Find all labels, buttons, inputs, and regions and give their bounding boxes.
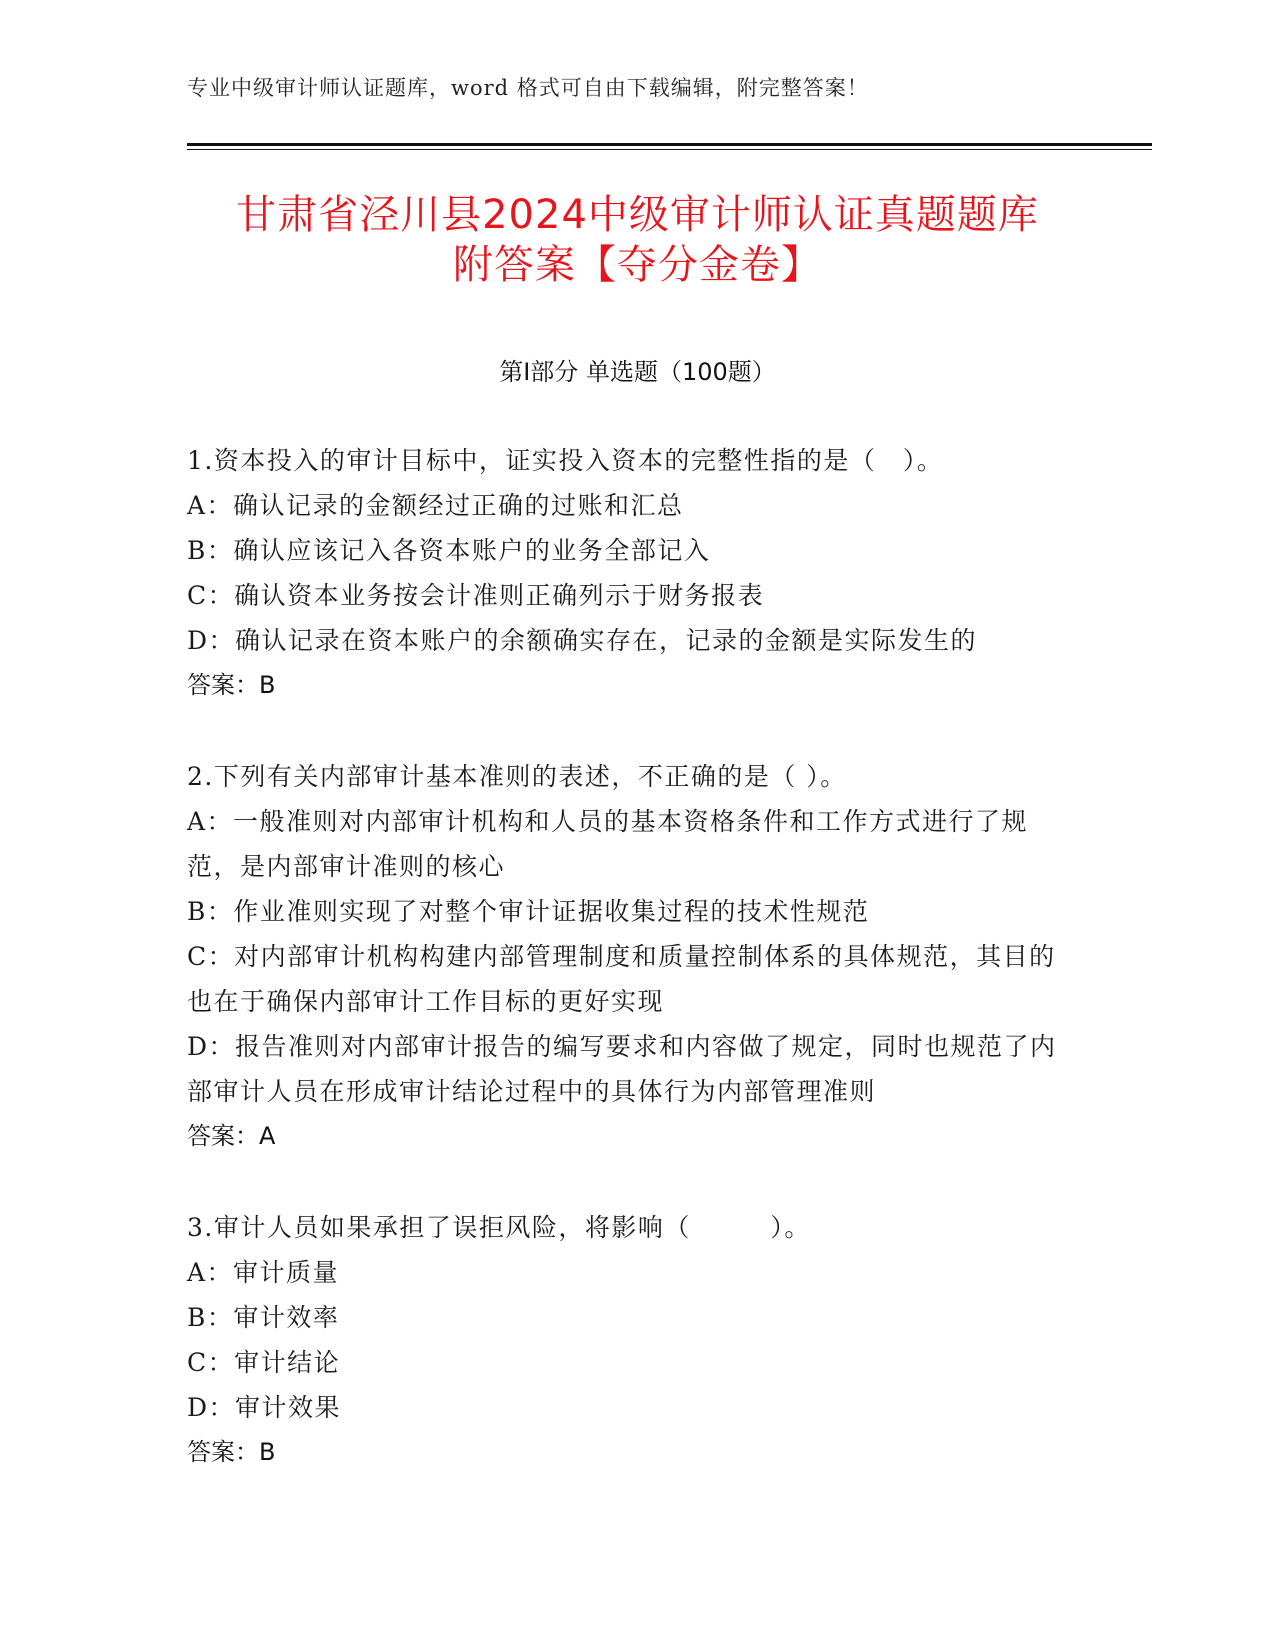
option-c: C：审计结论 [187,1348,341,1377]
option-a: A：审计质量 [187,1258,340,1287]
answer: 答案：B [187,1438,276,1466]
header-note: 专业中级审计师认证题库，word 格式可自由下载编辑，附完整答案！ [187,76,869,100]
option-b: B：审计效率 [187,1303,340,1332]
option-c: C：确认资本业务按会计准则正确列示于财务报表 [187,581,765,610]
answer: 答案：B [187,671,276,699]
option-d: D：确认记录在资本账户的余额确实存在，记录的金额是实际发生的 [187,626,978,655]
document-title [160,190,1115,290]
question-stem: 1.资本投入的审计目标中，证实投入资本的完整性指的是（ ）。 [187,446,944,475]
option-c: C：对内部审计机构构建内部管理制度和质量控制体系的具体规范，其目的也在于确保内部审计工作目标的更好实现 [187,942,1056,1016]
option-a: A：确认记录的金额经过正确的过账和汇总 [187,491,684,520]
answer: 答案：A [187,1122,276,1150]
question-stem: 3.审计人员如果承担了误拒风险，将影响（ ）。 [187,1213,811,1242]
question-2 [187,754,1067,1159]
option-d: D：报告准则对内部审计报告的编写要求和内容做了规定，同时也规范了内部审计人员在形成审计结论过程中的具体行为内部管理准则 [187,1032,1057,1106]
question-3 [187,1205,1067,1475]
header-rule-thick [187,143,1152,146]
option-b: B：作业准则实现了对整个审计证据收集过程的技术性规范 [187,897,870,926]
header-rule-thin [187,149,1152,150]
option-d: D：审计效果 [187,1393,342,1422]
question-list [187,438,1067,1521]
question-1 [187,438,1067,708]
title-line-2: 附答案【夺分金卷】 [453,242,822,288]
question-stem: 2.下列有关内部审计基本准则的表述，不正确的是（ ）。 [187,762,847,791]
option-a: A：一般准则对内部审计机构和人员的基本资格条件和工作方式进行了规范，是内部审计准则的核心 [187,807,1029,881]
section-heading: 第Ⅰ部分 单选题（100题） [499,358,776,386]
title-line-1: 甘肃省泾川县2024中级审计师认证真题题库 [236,192,1039,238]
option-b: B：确认应该记入各资本账户的业务全部记入 [187,536,711,565]
